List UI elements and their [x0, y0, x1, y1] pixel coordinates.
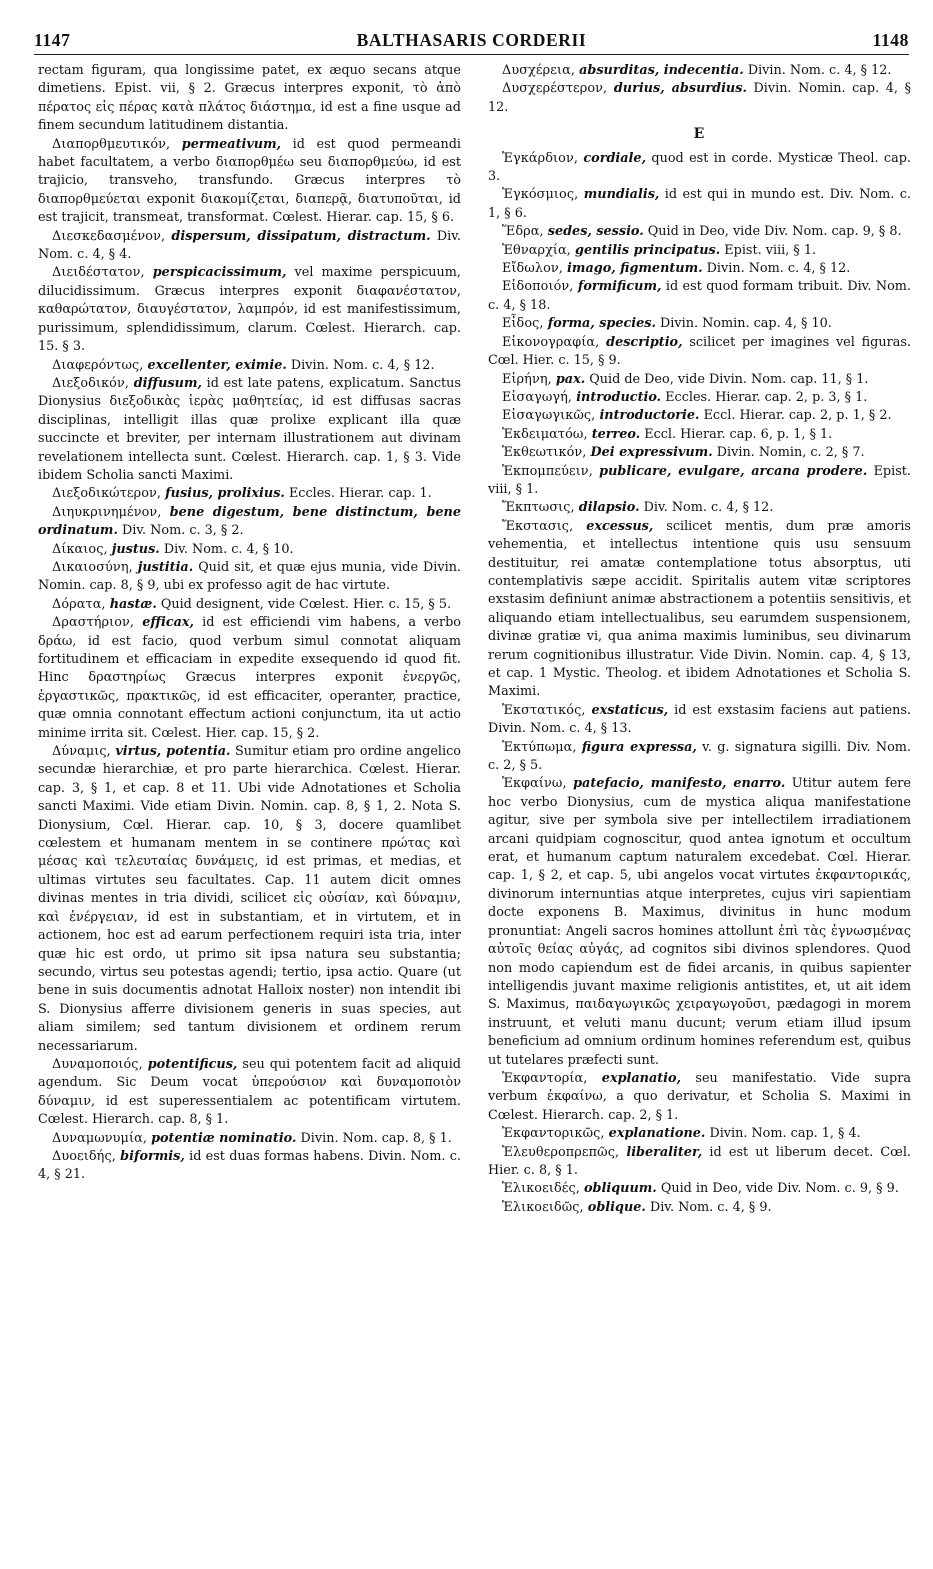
entry-text: Sumitur etiam pro ordine angelico secundæ hierarchiæ, et pro parte hierarchica. Cœlest. Hierar. cap. 3, § 1, et cap. 8 et 11. Ubi vide Adnotationes et Scholia sancti Maximi. Vide etiam Divin. Nomin. cap. 8, § 1, 2. Nota S. Dionysium, Cœl. Hierar. cap. 10, § 3, docere quamlibet cœlestem et humanam mentem in se continere πρώτας καὶ μέσας καὶ τελευταίας δυνάμεις, id est primas, et medias, et ultimas virtutes seu facultates. Cap. 11 autem dicit omnes divinas mentes in tria dividi, scilicet εἰς οὐσίαν, καὶ δύναμιν, καὶ ἐνέργειαν, id est in substantiam, et in virtutem, et in actionem, hoc est ad earum perfectionem requiri ista tria, inter quæ hic est ordo, ut primo sit ipsa natura seu substantia; secundo, virtus seu potestas agendi; tertio, ipsa actio. Quare (ut bene in suis documentis adnotat Halloix noster) non intendit ibi S. Dionysius afferre divisionem generis in suas species, aut aliam similem; sed tantum divisionem et ordinem rerum necessariarum. — [38, 744, 461, 1054]
entry-text: Divin. Nom. c. 4, § 12. — [706, 261, 851, 277]
entry-gloss: liberaliter, — [626, 1144, 703, 1160]
entry-gloss: terreo. — [591, 426, 641, 442]
entry-text: Quid in Deo, vide Div. Nom. cap. 9, § 8. — [647, 224, 902, 240]
right-column-top-entries — [488, 62, 911, 117]
entry-headword: Εἰρήνη, — [502, 371, 552, 387]
entry-headword: Ἐκθεωτικόν, — [502, 445, 587, 461]
entry-text: Divin. Nom. cap. 8, § 1. — [300, 1130, 452, 1146]
entry-headword: Δόρατα, — [52, 596, 106, 612]
entry-text: Utitur autem fere hoc verbo Dionysius, cum de mystica aliqua manifestatione agitur, sive per symbola sive per intellectilem irradiationem arcani quidpiam cognoscitur, quod antea ignotum et occultum erat, et humanum captum naturalem excedebat. Cœl. Hierar. cap. 1, § 2, et cap. 5, ubi angelos vocat virtutes ἐκφαντορικάς, divinorum internuntias atque interpretes, cujus viri sapientiam docte exponens B. Maximus, divinitus in hunc modum pronuntiat: Angeli sacros homines attollunt ἐπὶ τὰς ἐγνωσμένας αὐτοῖς θείας αὐγάς, ad cognitos sibi divinos splendores. Quod non modo capiendum est de fidei arcanis, in quibus sapienter intelligendis juvant maxime religionis antistites, et, ut ait idem S. Maximus, παιδαγωγικῶς χειραγωγοῦσι, pædagogi in morem instruunt, et veluti manu ducunt; verum etiam illud ipsum beneficium ad omnium ordinum homines referendum est, quibus ut tutelares præfecti sunt. — [488, 776, 911, 1068]
dictionary-entry — [488, 80, 911, 117]
entry-text: Quid sit, et quæ ejus munia, vide Divin. Nomin. cap. 8, § 9, ubi ex professo agit de hac virtute. — [38, 559, 461, 594]
entry-gloss: exstaticus, — [591, 702, 669, 718]
entry-text: seu manifestatio. Vide supra verbum ἐκφαίνω, a quo derivatur, et Scholia S. Maximi in Cœlest. Hierarch. cap. 2, § 1. — [488, 1070, 911, 1123]
entry-text: Div. Nom. c. 4, § 9. — [649, 1199, 772, 1215]
entry-text: id est quod formam tribuit. Div. Nom. c. 4, § 18. — [488, 279, 911, 313]
entry-gloss: permeativum, — [181, 136, 282, 152]
entry-text: seu qui potentem facit ad aliquid agendum. Sic Deum vocat ὑπερούσιον καὶ δυναμοποιὸν δύναμιν, id est superessentialem ac potentificam virtutem. Cœlest. Hierarch. cap. 8, § 1. — [38, 1056, 461, 1128]
entry-headword: Ἑλικοειδῶς, — [502, 1199, 584, 1215]
entry-headword: Ἐκφαντορικῶς, — [502, 1126, 605, 1142]
dictionary-entry — [38, 614, 461, 743]
entry-headword: Δύναμις, — [52, 744, 111, 760]
section-letter: E — [693, 126, 706, 143]
entry-gloss: descriptio, — [606, 334, 683, 350]
dictionary-entry — [488, 150, 911, 187]
entry-text: scilicet per imagines vel figuras. Cœl. Hier. c. 15, § 9. — [488, 334, 911, 369]
dictionary-entry — [488, 1199, 911, 1217]
dictionary-entry — [488, 407, 911, 425]
entry-text: quod est in corde. Mysticæ Theol. cap. 3. — [488, 150, 911, 185]
dictionary-entry — [488, 334, 911, 371]
entry-text: id est late patens, explicatum. Sanctus Dionysius διεξοδικὰς ἱερὰς μαθητείας, id est diffusas sacras disciplinas, intelligit illas quæ prolixe explicant illa quæ succincte et breviter, per internam illustrationem aut divinam revelationem intellecta sunt. Cœlest. Hierarch. cap. 1, § 3. Vide ibidem Scholia sancti Maximi. — [38, 375, 461, 483]
entry-headword: Εἰκονογραφία, — [502, 334, 600, 350]
right-column-entries — [488, 150, 911, 1218]
entry-headword: Ἐθναρχία, — [502, 242, 571, 258]
entry-text: vel maxime perspicuum, dilucidissimum. Græcus interpres exponit διαφανέστατον, καθαρώτατον, διαυγέστατον, λαμπρόν, id est manifestissimum, purissimum, splendidissimum, clarum. Cœlest. Hierarch. cap. 15. § 3. — [38, 265, 461, 355]
left-column — [38, 62, 461, 1185]
entry-gloss: mundialis, — [583, 187, 660, 203]
entry-headword: Διειδέστατον, — [52, 265, 145, 281]
dictionary-entry — [38, 541, 461, 559]
entry-gloss: potentificus, — [147, 1056, 238, 1072]
entry-headword: Διεξοδικώτερον, — [52, 486, 162, 502]
running-header — [34, 26, 909, 54]
dictionary-entry — [38, 136, 461, 228]
entry-headword: Ἔκστασις, — [502, 518, 574, 534]
entry-headword: Εἰδοποιόν, — [502, 279, 574, 295]
dictionary-entry — [488, 389, 911, 407]
dictionary-entry — [488, 1070, 911, 1125]
entry-headword: Ἐκτύπωμα, — [502, 739, 577, 755]
dictionary-entry — [488, 426, 911, 444]
entry-gloss: fusius, prolixius. — [165, 486, 285, 502]
entry-headword: Δυσχερέστερον, — [502, 81, 608, 97]
entry-text: Quid de Deo, vide Divin. Nom. cap. 11, § 1. — [589, 371, 869, 387]
entry-gloss: dilapsio. — [578, 500, 640, 516]
entry-headword: Δυοειδής, — [52, 1148, 116, 1164]
entry-gloss: excessus, — [586, 518, 654, 534]
entry-headword: Δυσχέρεια, — [502, 63, 576, 78]
entry-headword: Ἐκστατικός, — [502, 702, 586, 718]
entry-gloss: justitia. — [137, 559, 194, 575]
dictionary-entry — [488, 739, 911, 776]
right-page-number: 1148 — [872, 29, 909, 50]
entry-gloss: patefacio, manifesto, enarro. — [573, 776, 786, 792]
dictionary-entry — [38, 62, 461, 136]
dictionary-entry — [488, 315, 911, 333]
left-page-number: 1147 — [34, 29, 71, 50]
entry-gloss: pax. — [555, 371, 586, 387]
dictionary-entry — [488, 1180, 911, 1198]
entry-gloss: absurditas, indecentia. — [579, 63, 744, 78]
dictionary-entry — [38, 264, 461, 356]
entry-headword: Ἑλικοειδές, — [502, 1181, 580, 1197]
dictionary-entry — [488, 518, 911, 702]
entry-gloss: cordiale, — [583, 150, 647, 166]
dictionary-entry — [38, 375, 461, 485]
dictionary-entry — [488, 1125, 911, 1143]
entry-headword: Δραστήριον, — [52, 615, 135, 631]
entry-headword: Δυναμωνυμία, — [52, 1130, 147, 1146]
entry-text: id est exstasim faciens aut patiens. Divin. Nom. c. 4, § 13. — [488, 702, 911, 737]
entry-text: Divin. Nom. c. 4, § 12. — [290, 357, 435, 373]
entry-headword: Δίκαιος, — [52, 541, 108, 557]
entry-gloss: biformis, — [120, 1148, 185, 1164]
entry-headword: Ἐκφαίνω, — [502, 776, 567, 792]
entry-headword: Εἰσαγωγικῶς, — [502, 408, 596, 424]
entry-headword: Διεξοδικόν, — [52, 375, 130, 391]
entry-gloss: Dei expressivum. — [590, 445, 713, 461]
entry-text: Divin. Nomin, c. 2, § 7. — [716, 445, 865, 461]
entry-headword: Εἶδος, — [502, 316, 544, 332]
entry-text: Quid designent, vide Cœlest. Hier. c. 15, § 5. — [160, 596, 452, 612]
entry-gloss: sedes, sessio. — [547, 224, 644, 240]
entry-text: Divin. Nomin. cap. 4, § 12. — [488, 81, 911, 115]
entry-headword: Ἐκφαντορία, — [502, 1070, 588, 1086]
entry-text: Quid in Deo, vide Div. Nom. c. 9, § 9. — [660, 1181, 899, 1197]
entry-text: Divin. Nom. c. 4, § 12. — [747, 63, 892, 78]
entry-text: id est efficiendi vim habens, a verbo δράω, id est facio, quod verbum simul connotat aliquam fortitudinem et efficaciam in expedite exsequendo id quod fit. Hinc δραστηρίως Græcus interpres exponit ἐνεργῶς, ἐργαστικῶς, πρακτικῶς, id est efficaciter, operanter, practice, quæ omnia connotant effectum actioni conjunctum, ita ut actio minime irrita sit. Cœlest. Hier. cap. 15, § 2. — [38, 615, 461, 741]
entry-text: Div. Nom. c. 3, § 2. — [121, 523, 244, 539]
dictionary-entry — [38, 504, 461, 541]
dictionary-entry — [38, 1130, 461, 1148]
entry-gloss: imago, figmentum. — [567, 261, 703, 277]
entry-text: id est qui in mundo est. Div. Nom. c. 1, § 6. — [488, 187, 911, 221]
entry-gloss: introductio. — [576, 389, 662, 405]
entry-text: v. g. signatura sigilli. Div. Nom. c. 2, § 5. — [488, 739, 912, 774]
entry-gloss: gentilis principatus. — [575, 242, 721, 258]
entry-gloss: hastæ. — [109, 596, 157, 612]
entry-gloss: justus. — [111, 541, 160, 557]
entry-text: id est ut liberum decet. Cœl. Hier. c. 8, § 1. — [488, 1144, 911, 1178]
entry-headword: Ἐλευθεροπρεπῶς, — [502, 1144, 620, 1160]
entry-headword: Ἐκπομπεύειν, — [502, 463, 593, 479]
entry-headword: Ἐγκάρδιον, — [502, 150, 579, 166]
dictionary-entry — [488, 278, 911, 315]
entry-headword: Διαπορθμευτικόν, — [52, 136, 171, 152]
entry-headword: Ἐγκόσμιος, — [502, 187, 579, 203]
entry-text: Epist. viii, § 1. — [724, 242, 817, 258]
dictionary-entry — [488, 186, 911, 223]
entry-gloss: perspicacissimum, — [152, 265, 287, 281]
entry-gloss: virtus, potentia. — [115, 744, 231, 760]
entry-text: Div. Nom. c. 4, § 4. — [38, 228, 461, 263]
entry-headword: Εἰσαγωγή, — [502, 389, 573, 405]
dictionary-entry — [38, 743, 461, 1056]
right-column — [488, 62, 911, 1217]
entry-text: Eccl. Hierar. cap. 6, p. 1, § 1. — [644, 426, 833, 442]
dictionary-entry — [488, 702, 911, 739]
dictionary-entry — [488, 775, 911, 1070]
dictionary-entry — [38, 1056, 461, 1130]
dictionary-entry — [488, 499, 911, 517]
entry-headword: Διηυκρινημένον, — [52, 504, 162, 520]
entry-headword: Ἕδρα, — [502, 224, 544, 240]
dictionary-entry — [38, 1148, 461, 1185]
dictionary-entry — [38, 228, 461, 265]
entry-gloss: formificum, — [577, 279, 662, 295]
dictionary-entry — [488, 223, 911, 241]
entry-text: id est duas formas habens. Divin. Nom. c. 4, § 21. — [38, 1148, 461, 1183]
entry-text: id est quod permeandi habet facultatem, a verbo διαπορθμέω seu διαπορθμεύω, id est trajicio, transveho, transfundo. Græcus interpres τὸ διαπορθμεύεται exponit διακομίζεται, διαπερᾷ, διατυποῦται, id est trajicit, transmeat, transformat. Cœlest. Hierar. cap. 15, § 6. — [38, 136, 461, 226]
entry-gloss: excellenter, eximie. — [147, 357, 287, 373]
entry-headword: Δικαιοσύνη, — [52, 559, 133, 575]
entry-gloss: explanatione. — [608, 1126, 706, 1142]
entry-gloss: publicare, evulgare, arcana prodere. — [599, 463, 868, 479]
dictionary-entry — [38, 596, 461, 614]
entry-gloss: forma, species. — [547, 316, 656, 332]
entry-headword: Διαφερόντως, — [52, 357, 144, 373]
entry-gloss: dispersum, dissipatum, distractum. — [171, 228, 431, 244]
dictionary-entry — [38, 357, 461, 375]
entry-gloss: efficax, — [142, 615, 194, 631]
entry-text: Eccl. Hierar. cap. 2, p. 1, § 2. — [703, 408, 892, 424]
entry-headword: Δυναμοποιός, — [52, 1056, 143, 1072]
entry-text: Eccles. Hierar. cap. 1. — [288, 486, 432, 502]
entry-gloss: explanatio, — [601, 1070, 682, 1086]
entry-gloss: figura expressa, — [581, 739, 697, 755]
entry-headword: Ἔκπτωσις, — [502, 500, 575, 516]
entry-text: scilicet mentis, dum præ amoris vehementia, et intellectus intentione quis usu sensuum destituitur, rei amatæ contemplatione totus absorptus, uti contemplativis sæpe accidit. Spiritalis autem vitæ scriptores exstasim definiunt animæ abstractionem a potentiis sensitivis, et aliquando etiam intellectualibus, seu earumdem suspensionem, divinæ gratiæ vi, qua anima maximis luminibus, seu divinarum rerum cognitionibus illustratur. Vide Divin. Nomin. cap. 4, § 13, et cap. 1 Mystic. Theolog. et ibidem Adnotationes et Scholia S. Maximi. — [488, 518, 911, 700]
header-rule — [34, 54, 909, 55]
entry-headword: Ἐκδειματόω, — [502, 426, 588, 442]
entry-gloss: diffusum, — [133, 375, 202, 391]
dictionary-entry — [488, 1144, 911, 1181]
entry-text: Divin. Nomin. cap. 4, § 10. — [660, 316, 832, 332]
entry-gloss: oblique. — [587, 1199, 646, 1215]
entry-headword: Διεσκεδασμένον, — [52, 228, 166, 244]
entry-text: Epist. viii, § 1. — [488, 463, 911, 497]
dictionary-entry — [488, 62, 911, 80]
entry-headword: Εἴδωλον, — [502, 261, 563, 277]
entry-text: Divin. Nom. cap. 1, § 4. — [709, 1126, 861, 1142]
running-title: BALTHASARIS CORDERII — [356, 29, 587, 50]
dictionary-entry — [488, 260, 911, 278]
entry-text: Div. Nom. c. 4, § 12. — [643, 500, 774, 516]
entry-text: Eccles. Hierar. cap. 2, p. 3, § 1. — [665, 389, 868, 405]
entry-gloss: potentiæ nominatio. — [151, 1130, 297, 1146]
entry-text: Div. Nom. c. 4, § 10. — [163, 541, 294, 557]
dictionary-entry — [488, 444, 911, 462]
dictionary-entry — [488, 371, 911, 389]
dictionary-entry — [488, 463, 911, 500]
entry-gloss: obliquum. — [584, 1181, 657, 1197]
entry-text: rectam figuram, qua longissime patet, ex æquo secans atque dimetiens. Epist. vii, § 2. Græcus interpres exponit, τὸ ἀπὸ πέρατος εἰς πέρας κατὰ πλάτος διάστημα, id est a fine usque ad finem secundum latitudinem distantia. — [38, 63, 461, 134]
entry-gloss: introductorie. — [599, 408, 700, 424]
dictionary-entry — [38, 559, 461, 596]
entry-gloss: durius, absurdius. — [613, 81, 747, 97]
dictionary-entry — [38, 485, 461, 503]
dictionary-entry — [488, 242, 911, 260]
entry-gloss: bene digestum, bene distinctum, bene ordinatum. — [38, 504, 461, 539]
